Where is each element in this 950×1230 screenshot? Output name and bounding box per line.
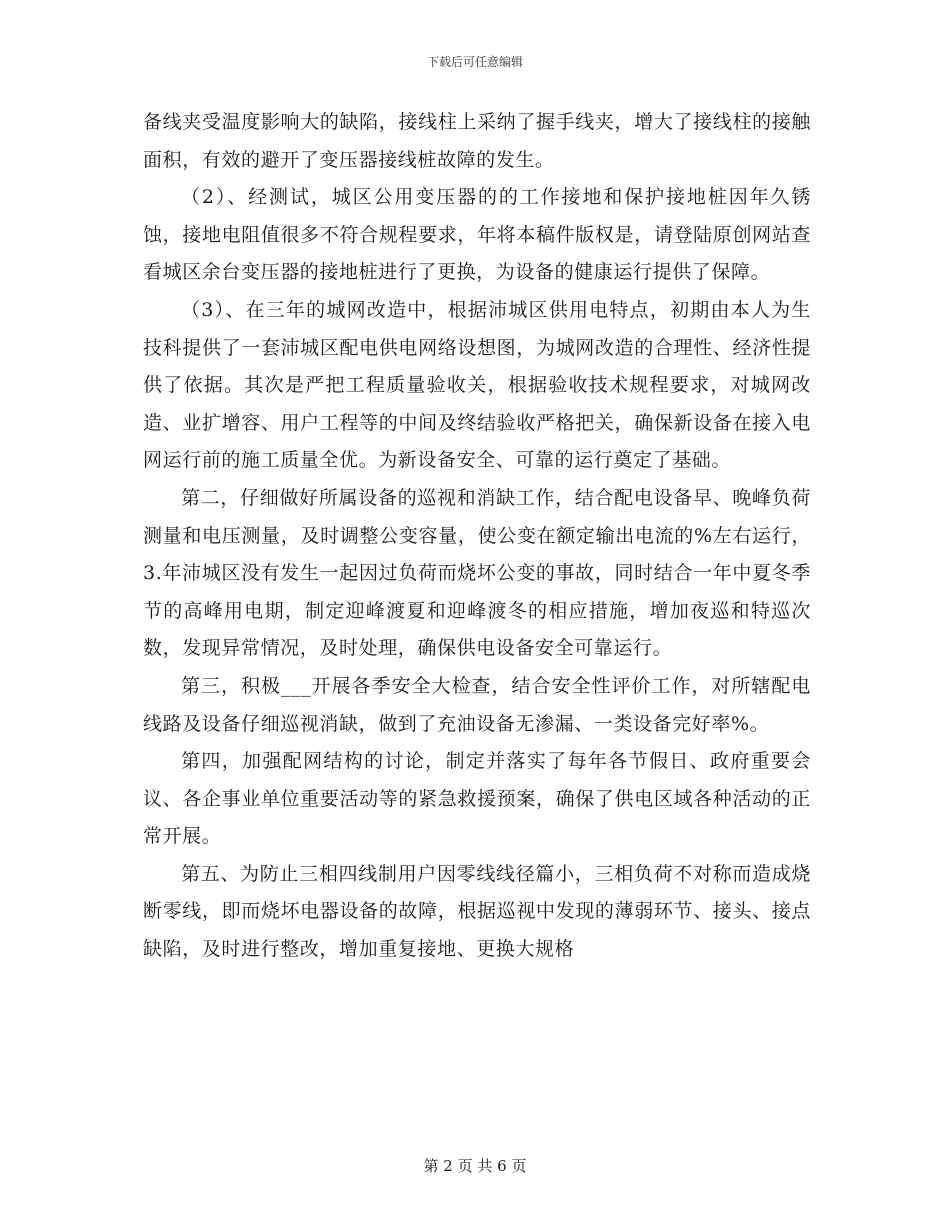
paragraph-fourth: 第四，加强配网结构的讨论，制定并落实了每年各节假日、政府重要会议、各企事业单位重要活动等的紧急救援预案，确保了供电区域各种活动的正常开展。	[143, 750, 811, 848]
document-body	[143, 104, 811, 969]
paragraph-item-2: （2）、经测试，城区公用变压器的的工作接地和保护接地桩因年久锈蚀，接地电阻值很多不符合规程要求，年将本稿件版权是，请登陆原创网站查看城区余台变压器的接地桩进行了更换，为设备的健康运行提供了保障。	[143, 186, 811, 284]
paragraph-continuation: 备线夹受温度影响大的缺陷，接线柱上采纳了握手线夹，增大了接线柱的接触面积，有效的避开了变压器接线桩故障的发生。	[143, 111, 811, 171]
page-number: 第 2 页 共 6 页	[423, 1157, 527, 1175]
paragraph-second: 第二，仔细做好所属设备的巡视和消缺工作，结合配电设备早、晚峰负荷测量和电压测量，及时调整公变容量，使公变在额定输出电流的%左右运行，3.年沛城区没有发生一起因过负荷而烧坏公变的事故，同时结合一年中夏冬季节的高峰用电期，制定迎峰渡夏和迎峰渡冬的相应措施，增加夜巡和特巡次数，发现异常情况，及时处理，确保供电设备安全可靠运行。	[143, 486, 811, 660]
paragraph-third: 第三，积极___开展各季安全大检查，结合安全性评价工作，对所辖配电线路及设备仔细巡视消缺，做到了充油设备无渗漏、一类设备完好率%。	[143, 674, 811, 735]
paragraph-item-3: （3）、在三年的城网改造中，根据沛城区供用电特点，初期由本人为生技科提供了一套沛城区配电供电网络设想图，为城网改造的合理性、经济性提供了依据。其次是严把工程质量验收关，根据验收技术规程要求，对城网改造、业扩增容、用户工程等的中间及终结验收严格把关，确保新设备在接入电网运行前的施工质量全优。为新设备安全、可靠的运行奠定了基础。	[143, 298, 811, 472]
page-header-note: 下载后可任意编辑	[426, 55, 523, 69]
paragraph-fifth: 第五、为防止三相四线制用户因零线线径篇小，三相负荷不对称而造成烧断零线，即而烧坏电器设备的故障，根据巡视中发现的薄弱环节、接头、接点缺陷，及时进行整改，增加重复接地、更换大规格	[143, 862, 811, 961]
